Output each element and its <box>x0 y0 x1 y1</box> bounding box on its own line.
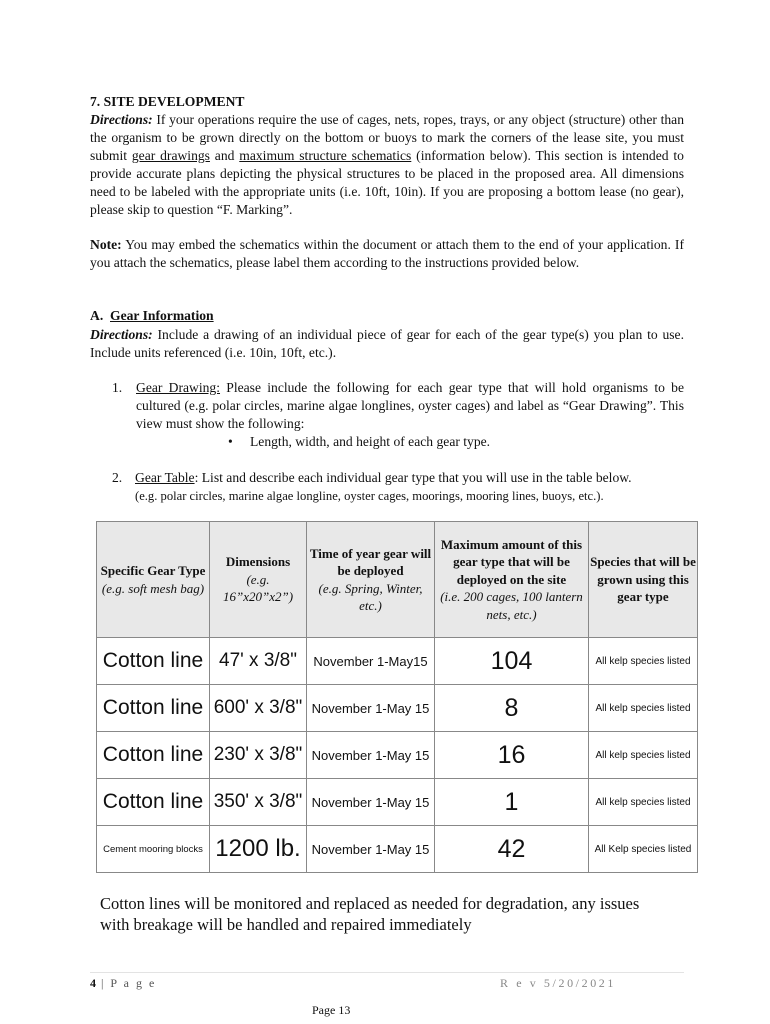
cell-time: November 1-May 15 <box>307 779 435 826</box>
gear-directions-text: Include a drawing of an individual piece of gear for each of the gear type(s) you plan to use. Include units referenced (i.e. 10in, 10ft, etc.). <box>90 327 684 360</box>
site-development-directions <box>90 111 684 219</box>
directions-text-2: (information below). This section is intended to provide accurate plans depicting the physical structures to be placed in the proposed area. All dimensions need to be labeled with the appropriate units (i.e. 10ft, 10in). If you are proposing a bottom lease (no gear), please skip to question “F. Marking”. <box>90 148 684 217</box>
cell-max-amount: 42 <box>435 826 589 873</box>
header-sub: (i.e. 200 cages, 100 lantern nets, etc.) <box>440 589 583 622</box>
section-title: 7. SITE DEVELOPMENT <box>90 94 245 109</box>
gear-information-heading <box>90 308 214 324</box>
header-gear-type <box>97 522 210 638</box>
table-row <box>97 732 698 779</box>
header-dimensions <box>210 522 307 638</box>
item1-number: 1. <box>112 380 123 395</box>
cell-species: All kelp species listed <box>589 732 698 779</box>
note-paragraph <box>90 236 684 272</box>
item2-example: (e.g. polar circles, marine algae longline, oyster cages, moorings, mooring lines, buoys, etc.). <box>135 489 604 503</box>
note-label: Note: <box>90 237 122 252</box>
table-header-row <box>97 522 698 638</box>
header-time-of-year <box>307 522 435 638</box>
table-row <box>97 638 698 685</box>
item1-text <box>136 379 684 433</box>
footer-page-num: 4 <box>90 976 96 990</box>
cell-gear-type: Cotton line <box>97 685 210 732</box>
gear-table <box>96 521 698 873</box>
item1-bullet-text: Length, width, and height of each gear type. <box>250 434 491 449</box>
cell-dimensions: 600' x 3/8" <box>210 685 307 732</box>
footer-divider <box>90 972 684 973</box>
header-sub: (e.g. soft mesh bag) <box>101 580 205 596</box>
cell-species: All Kelp species listed <box>589 826 698 873</box>
header-title: Maximum amount of this gear type that will be deployed on the site <box>440 536 583 587</box>
cell-species: All kelp species listed <box>589 638 698 685</box>
max-structure-term: maximum structure schematics <box>239 148 412 163</box>
cell-species: All kelp species listed <box>589 779 698 826</box>
cell-time: November 1-May 15 <box>307 732 435 779</box>
revision-label: R e v 5/20/2021 <box>500 976 616 990</box>
header-max-amount <box>435 522 589 638</box>
footer-page-word: | P a g e <box>96 976 157 990</box>
header-sub: (e.g. Spring, Winter, etc.) <box>318 580 423 613</box>
table-row <box>97 685 698 732</box>
item1-body: Please include the following for each gear type that will hold organisms to be cultured (e.g. polar circles, marine algae longlines, oyster cages) and label as “Gear Drawing”. This view must show the following: <box>136 380 684 431</box>
note-text: You may embed the schematics within the document or attach them to the end of your application. If you attach the schematics, please label them according to the instructions provided below. <box>90 237 684 270</box>
directions-and: and <box>209 148 240 163</box>
table-row <box>97 779 698 826</box>
cell-dimensions: 350' x 3/8" <box>210 779 307 826</box>
cell-max-amount: 104 <box>435 638 589 685</box>
cell-time: November 1-May15 <box>307 638 435 685</box>
header-title: Species that will be grown using this gear type <box>590 554 696 605</box>
cell-gear-type: Cotton line <box>97 638 210 685</box>
gear-info-prefix: A. <box>90 308 104 323</box>
cell-dimensions: 47' x 3/8" <box>210 638 307 685</box>
table-row <box>97 826 698 873</box>
gear-info-title: Gear Information <box>110 308 214 323</box>
header-sub: (e.g. 16”x20”x2”) <box>222 571 294 605</box>
header-title: Dimensions <box>225 554 291 570</box>
cell-max-amount: 1 <box>435 779 589 826</box>
directions-label: Directions: <box>90 112 153 127</box>
item1-label: Gear Drawing: <box>136 380 221 395</box>
item2-label: Gear Table <box>135 470 195 485</box>
cell-gear-type: Cotton line <box>97 779 210 826</box>
gear-info-directions <box>90 326 684 362</box>
cell-time: November 1-May 15 <box>307 685 435 732</box>
cell-species: All kelp species listed <box>589 685 698 732</box>
gear-directions-label: Directions: <box>90 327 153 342</box>
page-number: Page 13 <box>312 1003 351 1017</box>
header-title: Specific Gear Type <box>100 563 206 578</box>
cell-dimensions: 230' x 3/8" <box>210 732 307 779</box>
header-species <box>589 522 698 638</box>
item2-body: : List and describe each individual gear type that you will use in the table below. <box>194 470 632 485</box>
maintenance-note: Cotton lines will be monitored and replaced as needed for degradation, any issues with breakage will be handled and repaired immediately <box>100 894 640 934</box>
cell-gear-type: Cement mooring blocks <box>97 826 210 873</box>
cell-max-amount: 16 <box>435 732 589 779</box>
cell-gear-type: Cotton line <box>97 732 210 779</box>
page-footer-label <box>90 976 156 991</box>
cell-dimensions: 1200 lb. <box>210 826 307 873</box>
header-title: Time of year gear will be deployed <box>309 545 432 578</box>
item2-text <box>135 469 695 487</box>
cell-time: November 1-May 15 <box>307 826 435 873</box>
cell-max-amount: 8 <box>435 685 589 732</box>
gear-drawings-term: gear drawings <box>131 148 210 163</box>
bullet-icon: • <box>228 434 233 449</box>
directions-text-1: If your operations require the use of cages, nets, ropes, trays, or any object (structure) other than the organism to be grown directly on the bottom or buoys to mark the corners of the lease site, you must submit <box>90 112 684 163</box>
item2-number: 2. <box>112 470 123 485</box>
